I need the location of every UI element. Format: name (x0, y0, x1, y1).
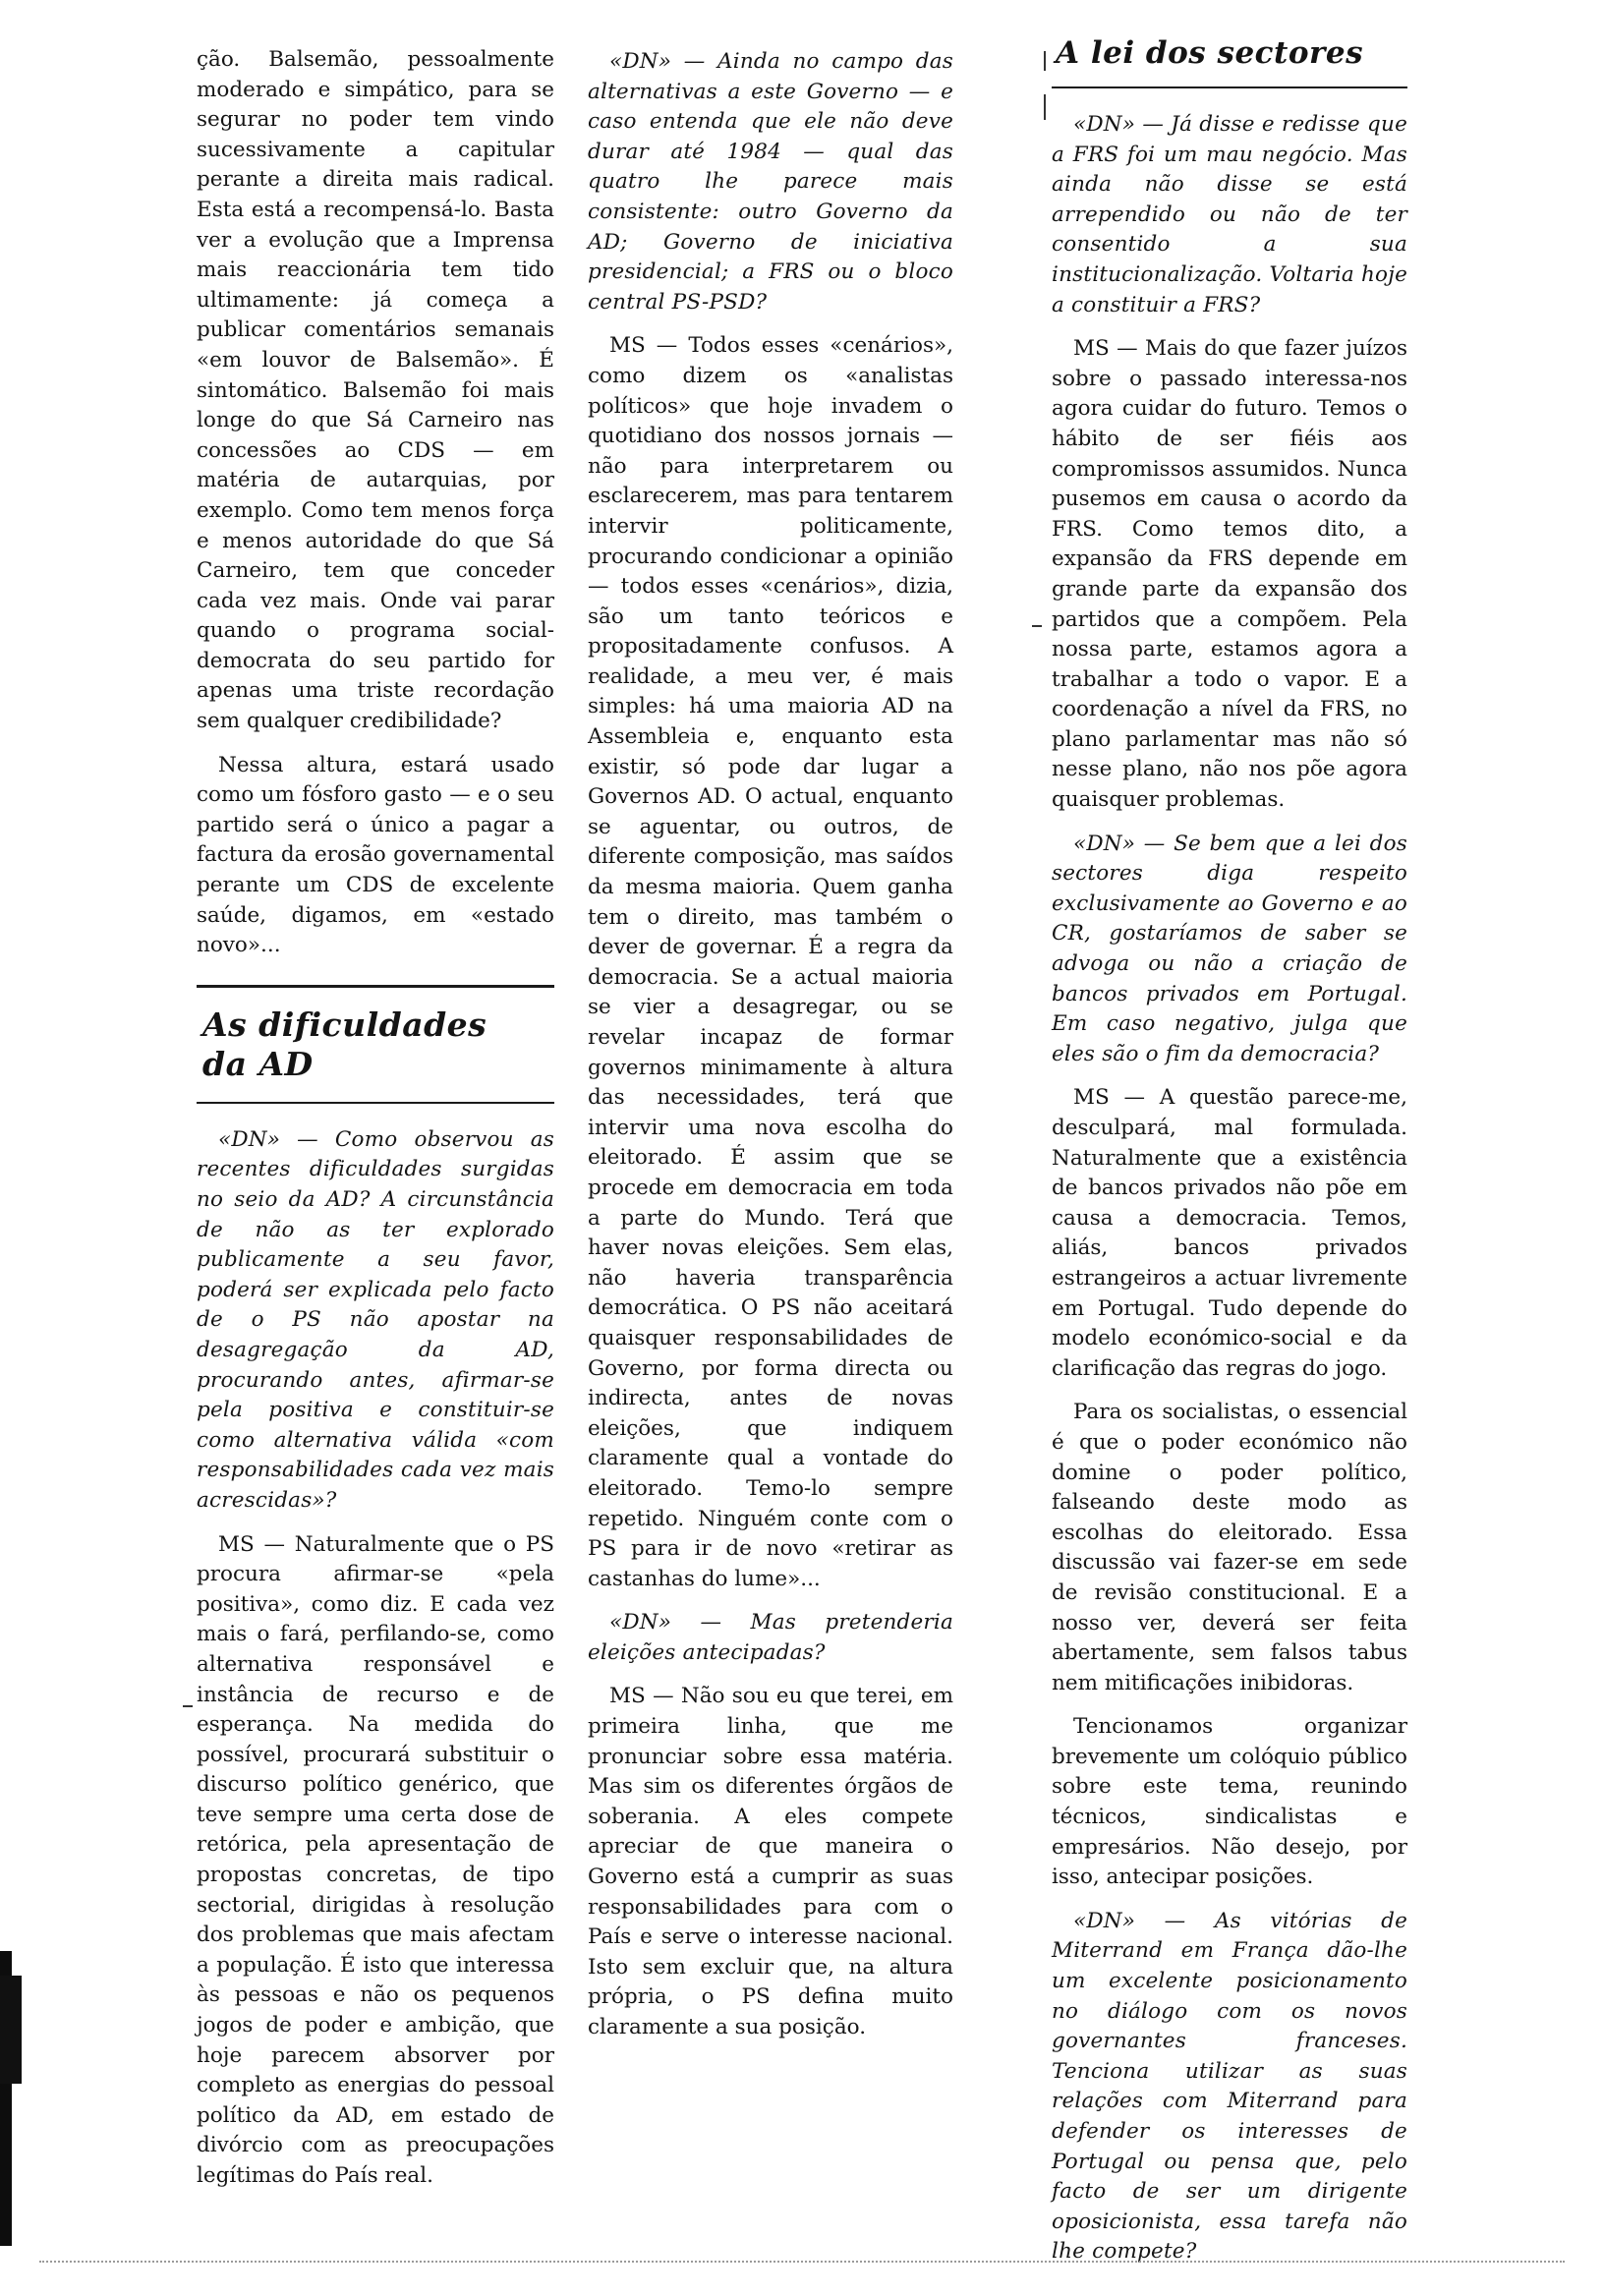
margin-mark (183, 1705, 193, 1707)
section-heading-line: As dificuldades (202, 1004, 487, 1044)
column-3 (1052, 33, 1407, 2281)
column-1 (197, 45, 554, 2206)
interview-answer: MS — Não sou eu que terei, em primeira linha, que me pronunciar sobre essa matéria. Mas sim os diferentes órgãos de soberania. A eles compete apreciar de que maneira o Governo está a cumprir as suas responsabilidades para com o País e serve o interesse nacional. Isto sem excluir que, na altura própria, o PS defina muito claramente a sua posição. (588, 1684, 953, 2039)
section-heading (197, 1005, 554, 1084)
interview-answer: Tencionamos organizar brevemente um colóquio público sobre este tema, reunindo técnicos, sindicalistas e empresários. Não desejo, por isso, antecipar posições. (1052, 1714, 1407, 1890)
interview-answer: MS — Todos esses «cenários», como dizem os «analistas políticos» que hoje invadem o quotidiano dos nossos jornais — não para interpretarem ou esclarecerem, mas para tentarem intervir politicamente, procurando condicionar a opinião — todos esses «cenários», dizia, são um tanto teóricos e propositadamente confusos. A realidade, a meu ver, é mais simples: há uma maioria AD na Assembleia e, enquanto esta existir, só pode dar lugar a Governos AD. O actual, enquanto se aguentar, ou outros, de diferente composição, mas saídos da mesma maioria. Quem ganha tem o direito, mas também o dever de governar. É a regra da democracia. Se a actual maioria se vier a desagregar, ou se revelar incapaz de formar governos minimamente à altura das necessidades, terá que intervir uma nova escolha do eleitorado. É assim que se procede em democracia em toda a parte do Mundo. Terá que haver novas eleições. Sem elas, não haveria transparência democrática. O PS não aceitará quaisquer responsabilidades de Governo, por forma directa ou indirecta, antes de novas eleições, que indiquem claramente qual a vontade do eleitorado. Temo-lo sempre repetido. Ninguém conte com o PS para ir de novo «retirar as castanhas do lume»... (588, 333, 953, 1591)
interview-question: «DN» — Ainda no campo das alternativas a este Governo — e caso entenda que ele não deve durar até 1984 — qual das quatro lhe parece mais consistente: outro Governo da AD; Governo de iniciativa presidencial; a FRS ou o bloco central PS-PSD? (588, 49, 953, 315)
margin-mark (1032, 625, 1042, 627)
interview-question: «DN» — Já disse e redisse que a FRS foi um mau negócio. Mas ainda não disse se está arrependido ou não de ter consentido a sua institucionalização. Voltaria hoje a constituir a FRS? (1052, 112, 1407, 317)
interview-question: «DN» — Como observou as recentes dificuldades surgidas no seio da AD? A circunstância de não as ter explorado publicamente a seu favor, poderá ser explicada pelo facto de o PS não apostar na desagregação da AD, procurando antes, afirmar-se pela positiva e constituir-se como alternativa válida «com responsabilidades cada vez mais acrescidas»? (197, 1126, 554, 1513)
interview-answer: MS — A questão parece-me, desculpará, mal formulada. Naturalmente que a existência de bancos privados não põe em causa a democracia. Temos, aliás, bancos privados estrangeiros a actuar livremente em Portugal. Tudo depende do modelo económico-social e da clarificação das regras do jogo. (1052, 1085, 1407, 1381)
interview-question: «DN» — Se bem que a lei dos sectores diga respeito exclusivamente ao Governo e ao CR, gostaríamos de saber se advoga ou não a criação de bancos privados em Portugal. Em caso negativo, julga que eles são o fim da democracia? (1052, 831, 1407, 1066)
section-heading: A lei dos sectores (1056, 35, 1364, 71)
margin-mark (1044, 94, 1046, 120)
article-paragraph: ção. Balsemão, pessoalmente moderado e simpático, para se segurar no poder tem vindo sucessivamente a capitular perante a direita mais radical. Esta está a recompensá-lo. Basta ver a evolução que a Imprensa mais reaccionária tem tido ultimamente: já começa a publicar comentários semanais «em louvor de Balsemão». É sintomático. Balsemão foi mais longe do que Sá Carneiro nas concessões ao CDS — em matéria de autarquias, por exemplo. Como tem menos força e menos autoridade do que Sá Carneiro, tem que conceder cada vez mais. Onde vai parar quando o programa social-democrata do seu partido for apenas uma triste recordação sem qualquer credibilidade? (197, 47, 554, 734)
interview-answer: MS — Naturalmente que o PS procura afirmar-se «pela positiva», como diz. E cada vez mais o fará, perfilando-se, como alternativa responsável e instância de recurso e de esperança. Na medida do possível, procurará substituir o discurso político genérico, que teve sempre uma certa dose de retórica, pela apresentação de propostas concretas, de tipo sectorial, dirigidas à resolução dos problemas que mais afectam a população. É isto que interessa às pessoas e não os pequenos jogos de poder e ambição, que hoje parecem absorver por completo as energias do pessoal político da AD, em estado de divórcio com as preocupações legítimas do País real. (197, 1531, 554, 2188)
interview-question: «DN» — As vitórias de Miterrand em França dão-lhe um excelente posicionamento no diálogo com os novos governantes franceses. Tenciona utilizar as suas relações com Miterrand para defender os interesses de Portugal ou pensa que, pelo facto de ser um dirigente oposicionista, essa tarefa não lhe compete? (1052, 1908, 1407, 2265)
margin-mark (1044, 51, 1046, 71)
interview-answer: MS — Mais do que fazer juízos sobre o passado interessa-nos agora cuidar do futuro. Temos o hábito de ser fiéis aos compromissos assumidos. Nunca pusemos em causa o acordo da FRS. Como temos dito, a expansão da FRS depende em grande parte da expansão dos partidos que a compõem. Pela nossa parte, estamos agora a trabalhar a todo o vapor. E a coordenação a nível da FRS, no plano parlamentar mas não só nesse plano, não nos põe agora quaisquer problemas. (1052, 336, 1407, 813)
section-heading-line: da AD (202, 1044, 314, 1083)
column-2 (588, 47, 953, 2057)
interview-answer: Para os socialistas, o essencial é que o poder económico não domine o poder político, falseando deste modo as escolhas do eleitorado. Essa discussão vai fazer-se em sede de revisão constitucional. E a nosso ver, deverá ser feita abertamente, sem falsos tabus nem mitificações inibidoras. (1052, 1400, 1407, 1695)
article-paragraph: Nessa altura, estará usado como um fósforo gasto — e o seu partido será o único a pagar a factura da erosão governamental perante um CDS de excelente saúde, digamos, em «estado novo»... (197, 752, 554, 958)
scan-edge-shadow (0, 1976, 22, 2084)
section-divider (197, 1102, 554, 1104)
section-divider (197, 985, 554, 988)
page-bottom-edge (39, 2261, 1565, 2263)
section-heading-box (1052, 33, 1407, 88)
interview-question: «DN» — Mas pretenderia eleições antecipadas? (588, 1610, 953, 1665)
